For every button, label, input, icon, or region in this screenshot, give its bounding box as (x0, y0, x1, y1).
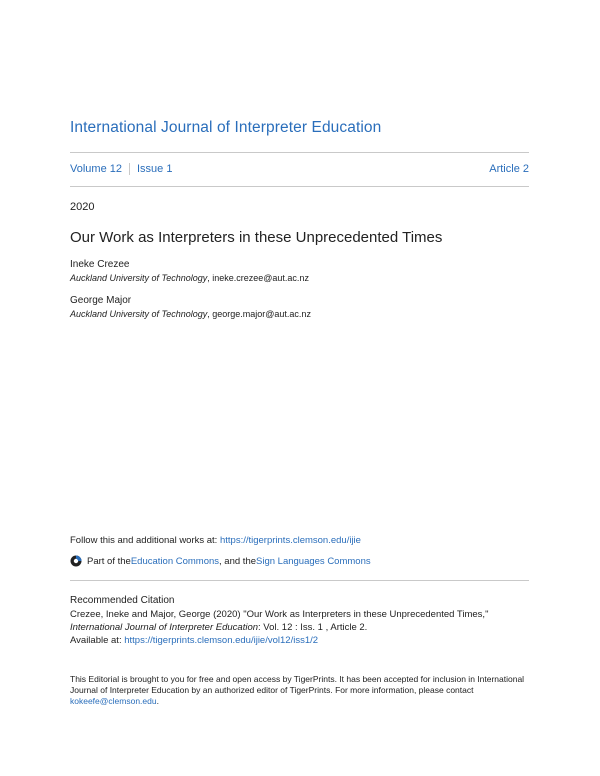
available-label: Available at: (70, 635, 125, 646)
contact-email-link[interactable]: kokeefe@clemson.edu (70, 696, 157, 706)
article-link[interactable]: Article 2 (489, 163, 529, 175)
citation-volume: : Vol. 12 : Iss. 1 , Article 2. (258, 622, 368, 633)
follow-line (70, 535, 361, 546)
meta-separator (129, 163, 130, 175)
follow-text: Follow this and additional works at: (70, 535, 220, 546)
author-name: George Major (70, 295, 132, 306)
education-commons-link[interactable]: Education Commons (130, 555, 220, 567)
author-name: Ineke Crezee (70, 259, 130, 270)
journal-title[interactable]: International Journal of Interpreter Education (70, 119, 382, 136)
sign-languages-commons-link[interactable]: Sign Languages Commons (256, 555, 371, 567)
author-affiliation (70, 273, 309, 283)
article-title: Our Work as Interpreters in these Unprecedented Times (70, 229, 443, 246)
available-link[interactable]: https://tigerprints.clemson.edu/ijie/vol12/iss1/2 (124, 635, 319, 646)
author-institution: Auckland University of Technology (70, 273, 208, 283)
citation-heading: Recommended Citation (70, 595, 175, 606)
volume-issue-row (70, 163, 529, 175)
citation-line: Crezee, Ineke and Major, George (2020) "Our Work as Interpreters in these Unprecedented Times," (70, 609, 489, 620)
footer-note (70, 674, 530, 707)
part-of-prefix: Part of the (87, 555, 131, 567)
citation-journal: International Journal of Interpreter Education (70, 622, 259, 633)
part-of-middle: , and the (219, 555, 257, 567)
follow-link[interactable]: https://tigerprints.clemson.edu/ijie (219, 535, 361, 546)
top-divider (70, 152, 529, 153)
author-affiliation (70, 309, 311, 319)
publication-year: 2020 (70, 201, 95, 213)
citation-divider (70, 580, 529, 581)
author-email: , ineke.crezee@aut.ac.nz (207, 273, 309, 283)
citation-body (70, 608, 540, 647)
issue-link[interactable]: Issue 1 (136, 163, 173, 175)
citation-available-line (70, 634, 540, 647)
footer-end: . (156, 696, 159, 706)
bottom-divider (70, 186, 529, 187)
network-icon (70, 555, 82, 567)
author-email: , george.major@aut.ac.nz (207, 309, 311, 319)
citation-journal-line (70, 621, 540, 634)
part-of-line (70, 555, 371, 567)
author-institution: Auckland University of Technology (70, 309, 208, 319)
footer-text: This Editorial is brought to you for free and open access by TigerPrints. It has been accepted for inclusion in International Journal of Interpreter Education by an authorized editor of TigerPrints. For more information, please contact (70, 674, 525, 695)
volume-link[interactable]: Volume 12 (70, 163, 122, 175)
